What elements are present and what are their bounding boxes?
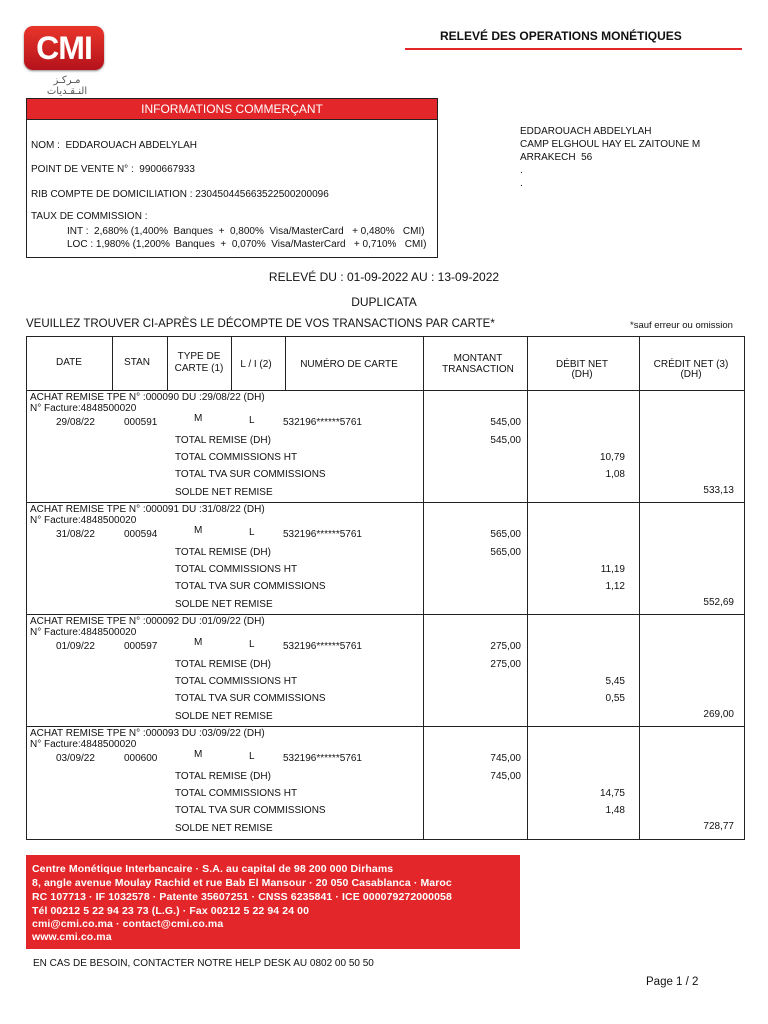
group-facture: N° Facture:4848500020 bbox=[30, 515, 137, 526]
solde-label: SOLDE NET REMISE bbox=[175, 599, 273, 610]
group-divider bbox=[27, 614, 744, 615]
merchant-point-de-vente: POINT DE VENTE N° : 9900667933 bbox=[31, 164, 195, 175]
solde-label: SOLDE NET REMISE bbox=[175, 711, 273, 722]
group-divider bbox=[27, 726, 744, 727]
total-comm-label: TOTAL COMMISSIONS HT bbox=[175, 676, 298, 687]
transactions-table bbox=[26, 336, 745, 840]
total-remise-label: TOTAL REMISE (DH) bbox=[175, 435, 271, 446]
merchant-info-heading: INFORMATIONS COMMERÇANT bbox=[27, 99, 437, 120]
cmi-logo bbox=[24, 26, 104, 97]
solde-label: SOLDE NET REMISE bbox=[175, 823, 273, 834]
header-type-1: TYPE DE bbox=[177, 351, 221, 362]
group-title: ACHAT REMISE TPE N° :000090 DU :29/08/22 (DH) bbox=[30, 392, 265, 403]
total-tva-value: 1,12 bbox=[605, 581, 625, 592]
tx-date: 01/09/22 bbox=[56, 641, 95, 652]
tx-card-type: M bbox=[194, 413, 203, 424]
tx-stan: 000597 bbox=[124, 641, 158, 652]
duplicata-label: DUPLICATA bbox=[351, 295, 417, 309]
col-divider bbox=[167, 337, 168, 390]
tx-stan: 000600 bbox=[124, 753, 158, 764]
tx-card-type: M bbox=[194, 749, 203, 760]
tx-date: 29/08/22 bbox=[56, 417, 95, 428]
col-divider bbox=[639, 337, 640, 839]
tx-amount: 275,00 bbox=[490, 641, 521, 652]
footer-line-1: Centre Monétique Interbancaire · S.A. au capital de 98 200 000 Dirhams bbox=[32, 863, 394, 875]
tx-amount: 745,00 bbox=[490, 753, 521, 764]
tx-card-number: 532196******5761 bbox=[283, 529, 362, 540]
total-remise-value: 745,00 bbox=[490, 771, 521, 782]
header-montant-2: TRANSACTION bbox=[442, 364, 514, 375]
address-line-1: EDDAROUACH ABDELYLAH bbox=[520, 126, 652, 137]
col-divider bbox=[285, 337, 286, 390]
group-facture: N° Facture:4848500020 bbox=[30, 739, 137, 750]
group-title: ACHAT REMISE TPE N° :000091 DU :31/08/22 (DH) bbox=[30, 504, 265, 515]
group-divider bbox=[27, 502, 744, 503]
header-li: L / I (2) bbox=[240, 359, 272, 370]
total-tva-label: TOTAL TVA SUR COMMISSIONS bbox=[175, 469, 326, 480]
header-date: DATE bbox=[56, 357, 82, 368]
header-debit-2: (DH) bbox=[571, 369, 593, 380]
total-remise-value: 565,00 bbox=[490, 547, 521, 558]
solde-value: 533,13 bbox=[703, 485, 734, 496]
col-divider bbox=[231, 337, 232, 390]
merchant-name: NOM : EDDAROUACH ABDELYLAH bbox=[31, 140, 197, 151]
commission-loc: LOC : 1,980% (1,200% Banques + 0,070% Visa/MasterCard + 0,710% CMI) bbox=[67, 239, 427, 250]
address-line-4: . bbox=[520, 165, 523, 176]
tx-amount: 545,00 bbox=[490, 417, 521, 428]
total-comm-label: TOTAL COMMISSIONS HT bbox=[175, 452, 298, 463]
group-facture: N° Facture:4848500020 bbox=[30, 403, 137, 414]
tx-card-number: 532196******5761 bbox=[283, 641, 362, 652]
solde-value: 552,69 bbox=[703, 597, 734, 608]
total-tva-label: TOTAL TVA SUR COMMISSIONS bbox=[175, 581, 326, 592]
statement-period: RELEVÉ DU : 01-09-2022 AU : 13-09-2022 bbox=[268, 270, 500, 284]
header-numero: NUMÉRO DE CARTE bbox=[300, 359, 398, 370]
title-underline bbox=[405, 48, 742, 50]
statement-intro: VEUILLEZ TROUVER CI-APRÈS LE DÉCOMPTE DE VOS TRANSACTIONS PAR CARTE* bbox=[26, 318, 495, 330]
col-divider bbox=[112, 337, 113, 390]
header-type-2: CARTE (1) bbox=[174, 363, 224, 374]
tx-card-number: 532196******5761 bbox=[283, 417, 362, 428]
total-remise-value: 275,00 bbox=[490, 659, 521, 670]
total-comm-value: 10,79 bbox=[599, 452, 625, 463]
tx-stan: 000591 bbox=[124, 417, 158, 428]
solde-value: 728,77 bbox=[703, 821, 734, 832]
footer-email: cmi@cmi.co.ma · contact@cmi.co.ma bbox=[32, 918, 224, 930]
header-divider bbox=[27, 390, 744, 391]
footer-line-4: Tél 00212 5 22 94 23 73 (L.G.) · Fax 00212 5 22 94 24 00 bbox=[32, 905, 310, 917]
group-title: ACHAT REMISE TPE N° :000092 DU :01/09/22 (DH) bbox=[30, 616, 265, 627]
document-title: RELEVÉ DES OPERATIONS MONÉTIQUES bbox=[440, 29, 682, 43]
total-comm-label: TOTAL COMMISSIONS HT bbox=[175, 788, 298, 799]
footer-line-2: 8, angle avenue Moulay Rachid et rue Bab El Mansour · 20 050 Casablanca · Maroc bbox=[32, 877, 452, 889]
header-debit-1: DÉBIT NET bbox=[555, 359, 609, 370]
total-comm-value: 5,45 bbox=[605, 676, 625, 687]
tx-date: 03/09/22 bbox=[56, 753, 95, 764]
header-stan: STAN bbox=[124, 357, 150, 368]
total-tva-label: TOTAL TVA SUR COMMISSIONS bbox=[175, 805, 326, 816]
commission-label: TAUX DE COMMISSION : bbox=[31, 211, 148, 222]
tx-card-type: M bbox=[194, 525, 203, 536]
total-tva-value: 0,55 bbox=[605, 693, 625, 704]
tx-date: 31/08/22 bbox=[56, 529, 95, 540]
company-footer bbox=[26, 855, 520, 949]
address-line-2: CAMP ELGHOUL HAY EL ZAITOUNE M bbox=[520, 139, 701, 150]
tx-card-number: 532196******5761 bbox=[283, 753, 362, 764]
total-comm-value: 11,19 bbox=[600, 564, 625, 575]
statement-note: *sauf erreur ou omission bbox=[630, 320, 733, 331]
footer-website: www.cmi.co.ma bbox=[32, 931, 112, 943]
address-line-3: ARRAKECH 56 bbox=[520, 152, 593, 163]
header-credit-2: (DH) bbox=[680, 369, 702, 380]
group-facture: N° Facture:4848500020 bbox=[30, 627, 137, 638]
solde-value: 269,00 bbox=[703, 709, 734, 720]
merchant-info-box bbox=[26, 98, 438, 258]
total-remise-label: TOTAL REMISE (DH) bbox=[175, 771, 271, 782]
logo-arabic-text: مـركـز النـقـديات bbox=[46, 75, 88, 97]
total-tva-value: 1,48 bbox=[605, 805, 625, 816]
page-number: Page 1 / 2 bbox=[646, 976, 699, 988]
total-comm-label: TOTAL COMMISSIONS HT bbox=[175, 564, 298, 575]
header-credit-1: CRÉDIT NET (3) bbox=[653, 359, 729, 370]
help-desk-text: EN CAS DE BESOIN, CONTACTER NOTRE HELP DESK AU 0802 00 50 50 bbox=[33, 958, 374, 969]
merchant-rib: RIB COMPTE DE DOMICILIATION : 230450445663522500200096 bbox=[31, 189, 329, 200]
header-montant-1: MONTANT bbox=[453, 353, 503, 364]
footer-line-3: RC 107713 · IF 1032578 · Patente 35607251 · CNSS 6235841 · ICE 000079272000058 bbox=[32, 891, 452, 903]
total-remise-label: TOTAL REMISE (DH) bbox=[175, 547, 271, 558]
tx-amount: 565,00 bbox=[490, 529, 521, 540]
logo-mark: CMI bbox=[24, 26, 104, 70]
total-remise-value: 545,00 bbox=[490, 435, 521, 446]
total-remise-label: TOTAL REMISE (DH) bbox=[175, 659, 271, 670]
commission-int: INT : 2,680% (1,400% Banques + 0,800% Visa/MasterCard + 0,480% CMI) bbox=[67, 226, 425, 237]
total-comm-value: 14,75 bbox=[599, 788, 625, 799]
total-tva-value: 1,08 bbox=[605, 469, 625, 480]
address-line-5: . bbox=[520, 178, 523, 189]
tx-card-type: M bbox=[194, 637, 203, 648]
tx-li: L bbox=[249, 415, 255, 426]
tx-li: L bbox=[249, 639, 255, 650]
total-tva-label: TOTAL TVA SUR COMMISSIONS bbox=[175, 693, 326, 704]
solde-label: SOLDE NET REMISE bbox=[175, 487, 273, 498]
tx-li: L bbox=[249, 751, 255, 762]
group-title: ACHAT REMISE TPE N° :000093 DU :03/09/22 (DH) bbox=[30, 728, 265, 739]
tx-li: L bbox=[249, 527, 255, 538]
tx-stan: 000594 bbox=[124, 529, 158, 540]
